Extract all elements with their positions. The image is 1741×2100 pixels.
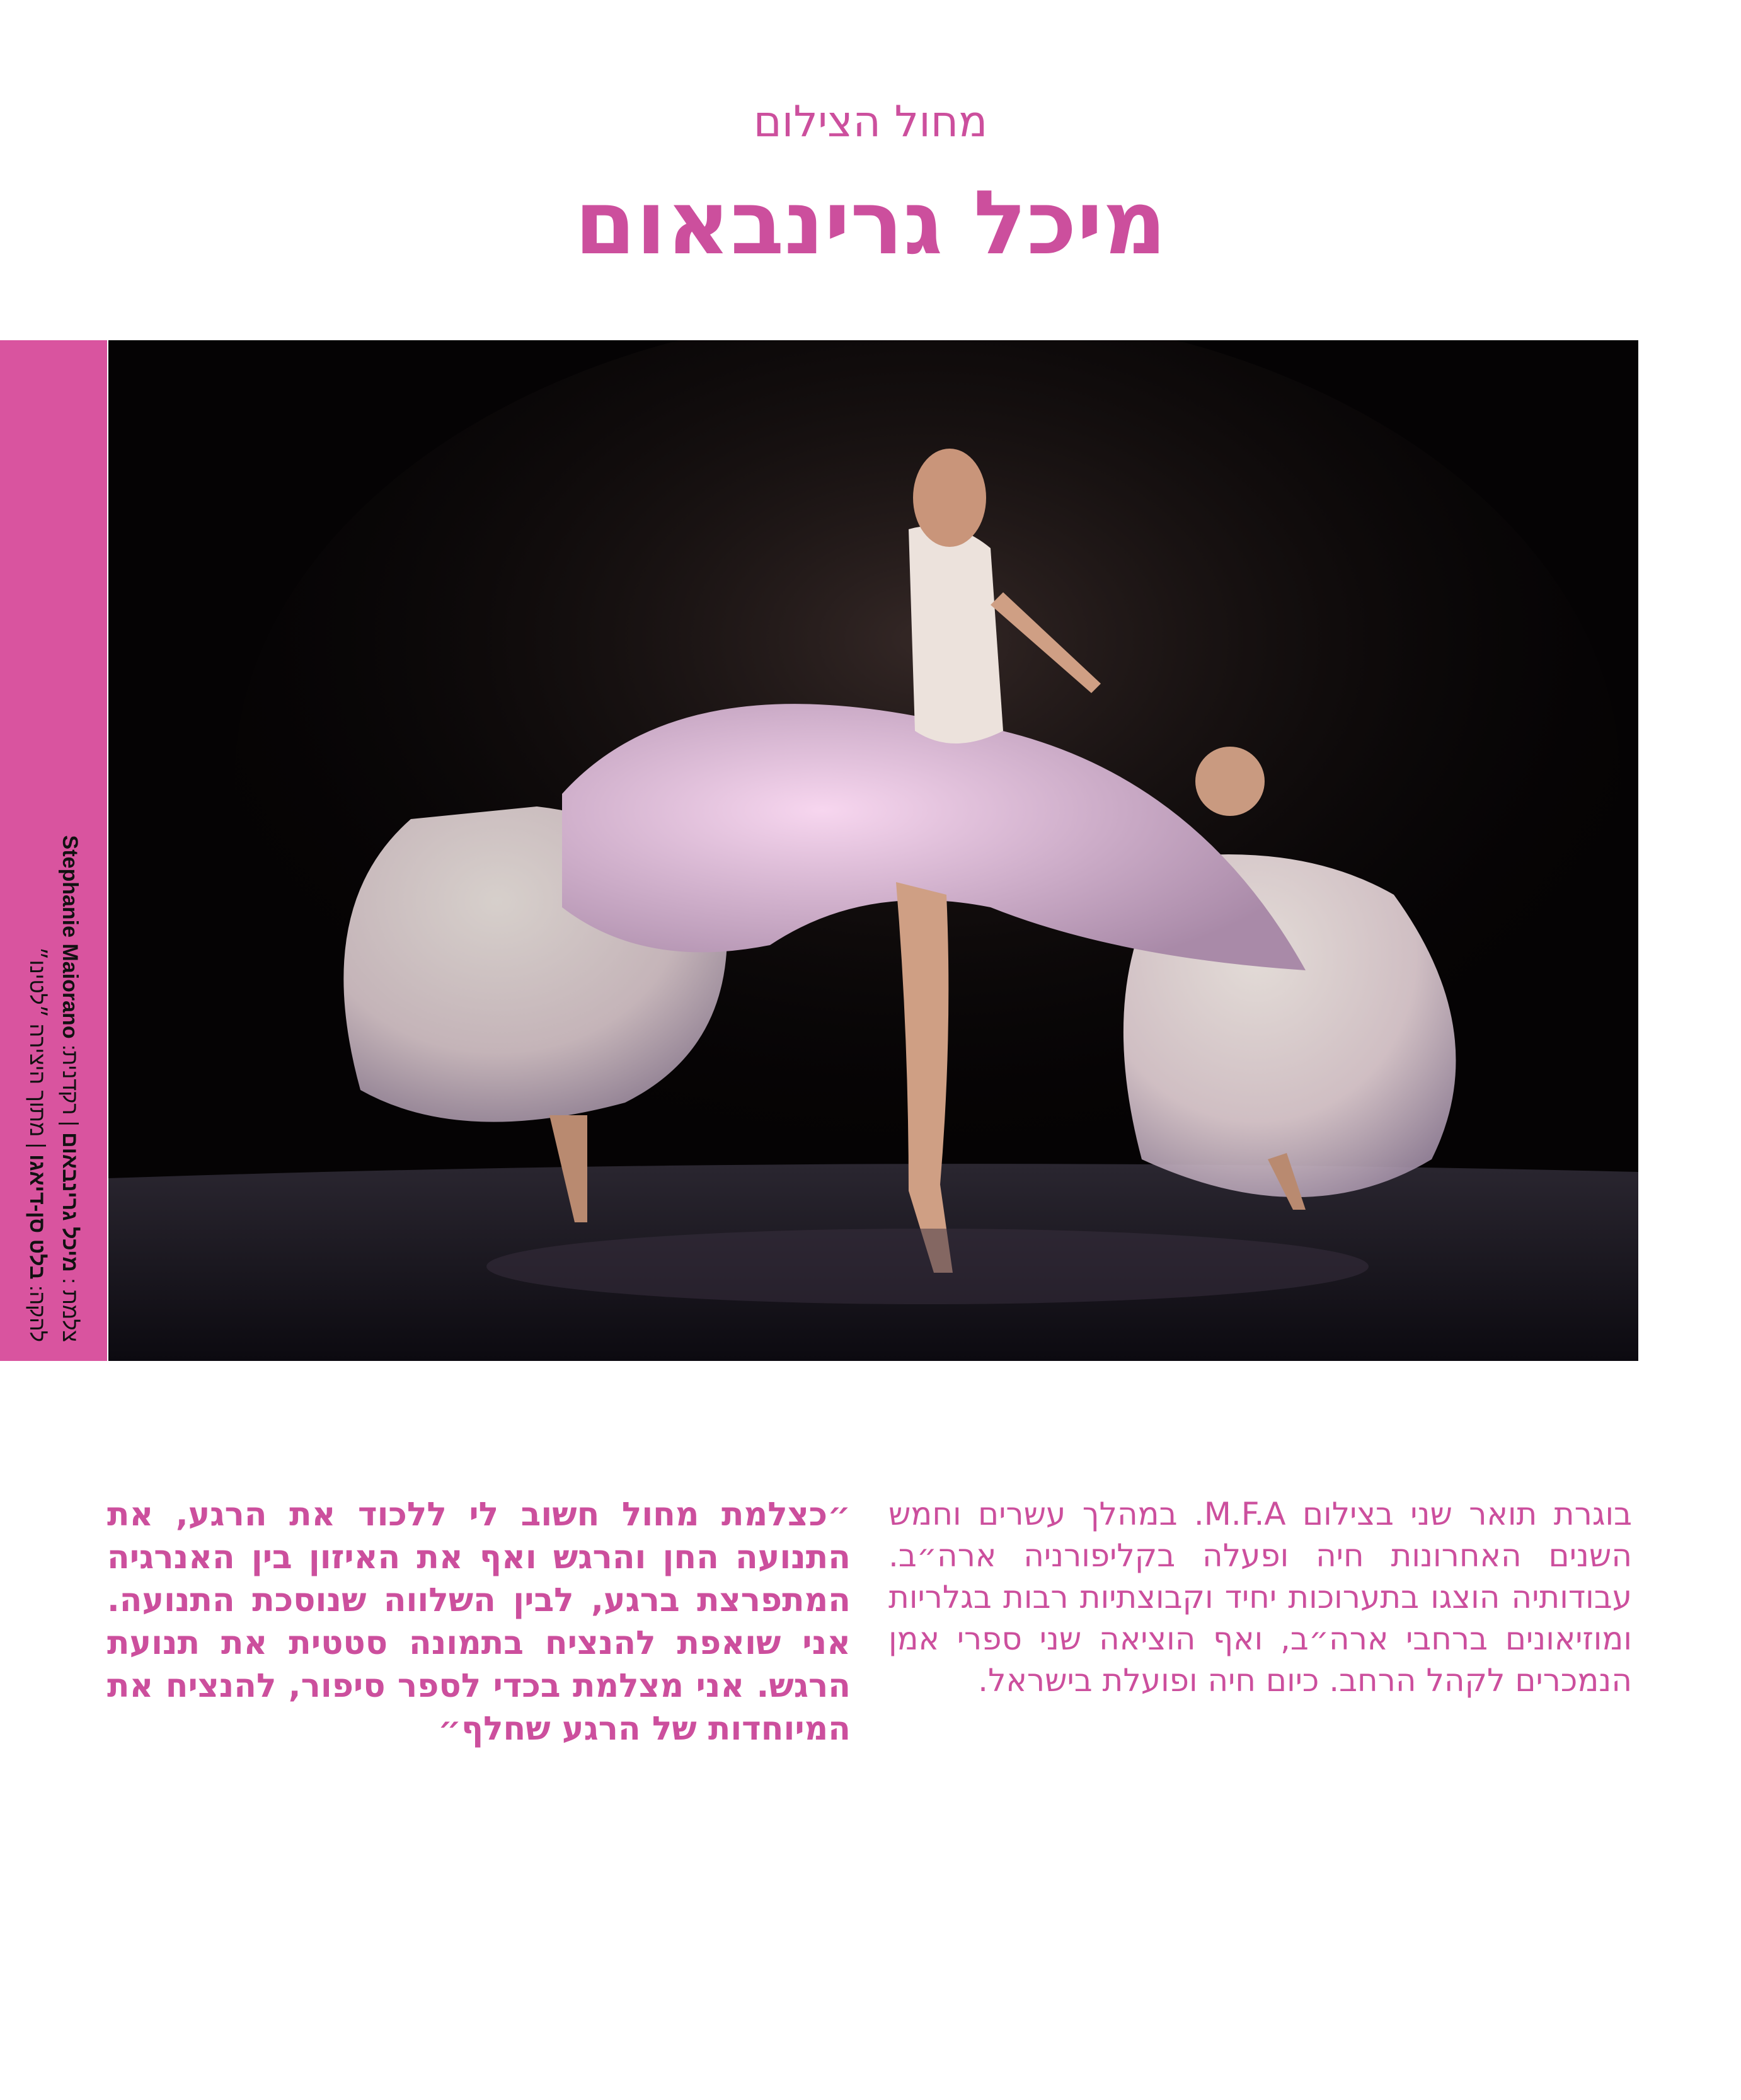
credit-dancer-name: Stephanie Maiorano [58,835,82,1039]
page-subtitle: מחול הצילום [753,97,988,147]
credit-piece: | מתוך היצירה ״לטינו״ [25,947,49,1155]
photo-credit [21,359,86,1342]
floor-reflection [486,1229,1369,1304]
bio-paragraph: בוגרת תואר שני בצילום M.F.A. במהלך עשרים וחמש השנים האחרונות חיה ופעלה בקליפורניה ארה״ב. עבודותיה הוצגו בתערוכות יחיד וקבוצתיות רבות בגלריות ומוזיאונים ברחבי ארה״ב, ואף הוציאה שני ספרי אמן הנמכרים לקהל הרחב. כיום חיה ופועלת בישראל. [888,1496,1632,1699]
page-title: מיכל גרינבאום [574,172,1167,275]
dance-photo-illustration [108,340,1638,1361]
center-dancer-head [913,449,986,547]
dance-photo [108,340,1638,1361]
artist-quote: ״כצלמת מחול חשוב לי ללכוד את הרגע, את התנועה החן והרגש ואף את האיזון בין האנרגיה המתפרצת ברגע, לבין השלווה שנוסכת התנועה. אני שואפת להנציח בתמונה סטטית את תנועת הרגש. אני מצלמת בכדי לספר סיפור, להנציח את המיוחדות של הרגע שחלף״ [107,1496,851,1748]
credit-dancer-prefix: | רקדנית: [58,1038,82,1133]
photo-credit-bar [0,340,107,1361]
credit-photographer-prefix: צלמת : [58,1271,82,1342]
credit-line-company [21,359,54,1342]
credit-company-prefix: להקה: [25,1279,49,1342]
right-dancer-head [1195,747,1265,816]
credit-line-photographer [54,359,86,1342]
credit-company-name: בלט סן-דיאגו [25,1154,49,1280]
credit-photographer-name: מיכל גרינבאום [58,1132,82,1272]
center-dancer-bodice [909,525,1003,743]
